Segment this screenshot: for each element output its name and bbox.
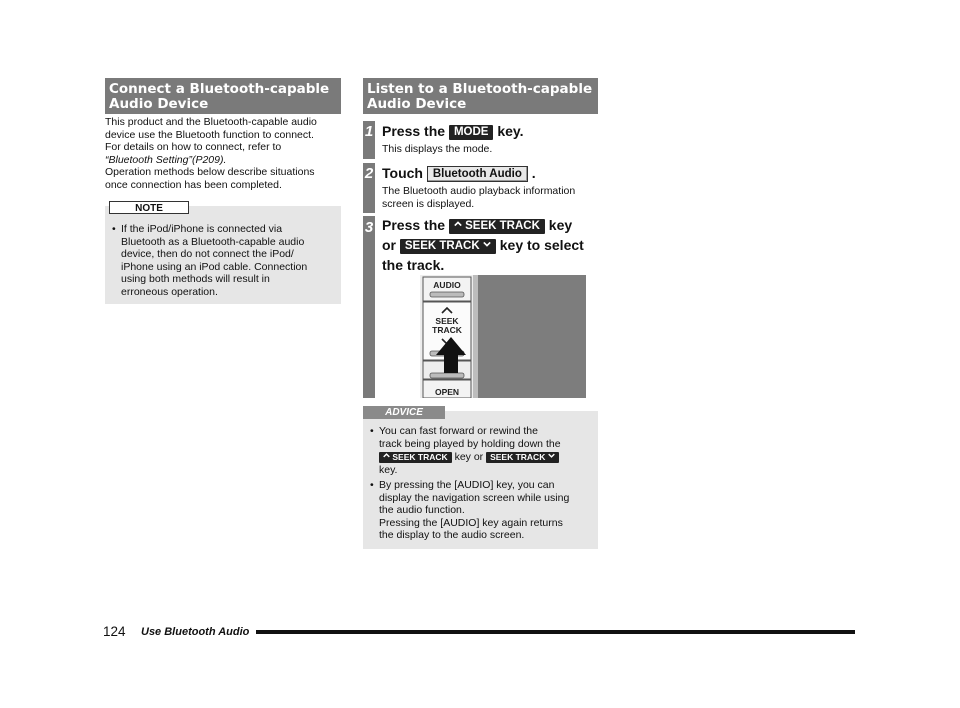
advice-line: the audio function.	[379, 504, 465, 517]
seek-track-up-key-small[interactable]	[379, 452, 452, 463]
note-bullet-item	[112, 223, 336, 299]
step-3-heading-line-3: the track.	[382, 257, 445, 273]
note-line: using both methods will result in	[121, 273, 270, 286]
body-link-reference[interactable]: “Bluetooth Setting”(P209).	[105, 153, 227, 166]
advice-label: ADVICE	[363, 406, 445, 419]
desc-line: The Bluetooth audio playback information	[382, 185, 576, 197]
bullet-marker: •	[112, 223, 116, 235]
seek-track-button-label-1: SEEK	[435, 316, 459, 326]
left-body-text	[105, 116, 345, 192]
bluetooth-audio-button[interactable]: Bluetooth Audio	[427, 166, 528, 182]
advice-key-or-text: key or	[454, 451, 484, 464]
step-2-description	[382, 185, 575, 210]
step-1-text-post: key.	[497, 123, 524, 139]
step-3-text-post: key	[548, 217, 573, 233]
advice-line: You can fast forward or rewind the	[379, 425, 538, 437]
bullet-marker: •	[370, 479, 374, 491]
body-line: device use the Bluetooth function to connect.	[105, 128, 314, 141]
seek-track-down-label-small: SEEK TRACK	[490, 452, 546, 463]
left-heading-line-1: Connect a Bluetooth-capable	[109, 81, 330, 97]
step-2-text-post: .	[531, 165, 536, 181]
step-2-number: 2	[364, 165, 374, 182]
seek-track-button-label-2: TRACK	[432, 325, 462, 335]
advice-line: By pressing the [AUDIO] key, you can	[379, 479, 555, 491]
seek-track-up-key[interactable]	[449, 219, 545, 234]
advice-line: display the navigation screen while using	[379, 491, 570, 504]
left-section-heading	[105, 78, 341, 114]
page-number: 124	[103, 624, 126, 639]
seek-track-up-label-small: SEEK TRACK	[392, 452, 448, 463]
step-1-number: 1	[364, 123, 374, 140]
step-1-heading	[382, 121, 524, 141]
left-heading-line-2: Audio Device	[109, 96, 209, 112]
step-3-text-or: or	[382, 237, 396, 253]
advice-line: track being played by holding down the	[379, 437, 561, 450]
chevron-down-icon	[483, 240, 491, 248]
body-line: This product and the Bluetooth-capable audio	[105, 116, 317, 128]
note-line: Bluetooth as a Bluetooth-capable audio	[121, 235, 305, 248]
chevron-down-icon	[548, 452, 555, 459]
desc-line: screen is displayed.	[382, 197, 475, 210]
seek-track-down-key[interactable]	[400, 239, 496, 254]
advice-item-1	[370, 425, 594, 476]
open-button-label: OPEN	[434, 387, 460, 397]
head-unit-illustration	[420, 275, 586, 398]
seek-track-down-key-small[interactable]	[486, 452, 559, 463]
step-3-heading-line-2	[382, 235, 584, 255]
note-line: iPhone using an iPod cable. Connection	[121, 260, 308, 273]
mode-key[interactable]: MODE	[449, 125, 494, 140]
chevron-up-icon	[454, 220, 462, 228]
step-3-text-pre: Press the	[382, 217, 446, 233]
footer-rule	[256, 630, 855, 634]
seek-track-up-label: SEEK TRACK	[465, 220, 540, 232]
desc-line: This displays the mode.	[382, 143, 493, 155]
body-line: once connection has been completed.	[105, 178, 282, 191]
audio-button-label: AUDIO	[433, 280, 461, 290]
note-line: device, then do not connect the iPod/	[121, 248, 294, 261]
note-line: If the iPod/iPhone is connected via	[121, 223, 283, 235]
advice-key-line	[379, 451, 594, 464]
step-2-heading	[382, 163, 536, 183]
advice-line: the display to the audio screen.	[379, 529, 525, 542]
step-3-number: 3	[364, 219, 374, 236]
advice-line: Pressing the [AUDIO] key again returns	[379, 516, 563, 529]
step-1-description	[382, 143, 492, 156]
body-line: For details on how to connect, refer to	[105, 141, 282, 154]
right-section-heading	[363, 78, 598, 114]
step-2-text-pre: Touch	[382, 165, 423, 181]
step-3-heading-line-1	[382, 215, 572, 235]
step-3-bar	[363, 216, 375, 398]
right-heading-line-2: Audio Device	[367, 96, 467, 112]
advice-item-2	[370, 479, 594, 542]
body-line: Operation methods below describe situations	[105, 166, 315, 179]
section-title: Use Bluetooth Audio	[141, 626, 250, 638]
chevron-up-icon	[383, 452, 390, 459]
right-heading-line-1: Listen to a Bluetooth-capable	[367, 81, 593, 97]
advice-line: key.	[379, 463, 398, 476]
head-unit-drawing	[420, 275, 586, 398]
step-3-text-select: key to select	[499, 237, 584, 253]
seek-track-down-label: SEEK TRACK	[404, 240, 480, 252]
note-line: erroneous operation.	[121, 285, 218, 298]
step-1-text-pre: Press the	[382, 123, 446, 139]
note-label: NOTE	[109, 201, 189, 214]
bullet-marker: •	[370, 425, 374, 437]
